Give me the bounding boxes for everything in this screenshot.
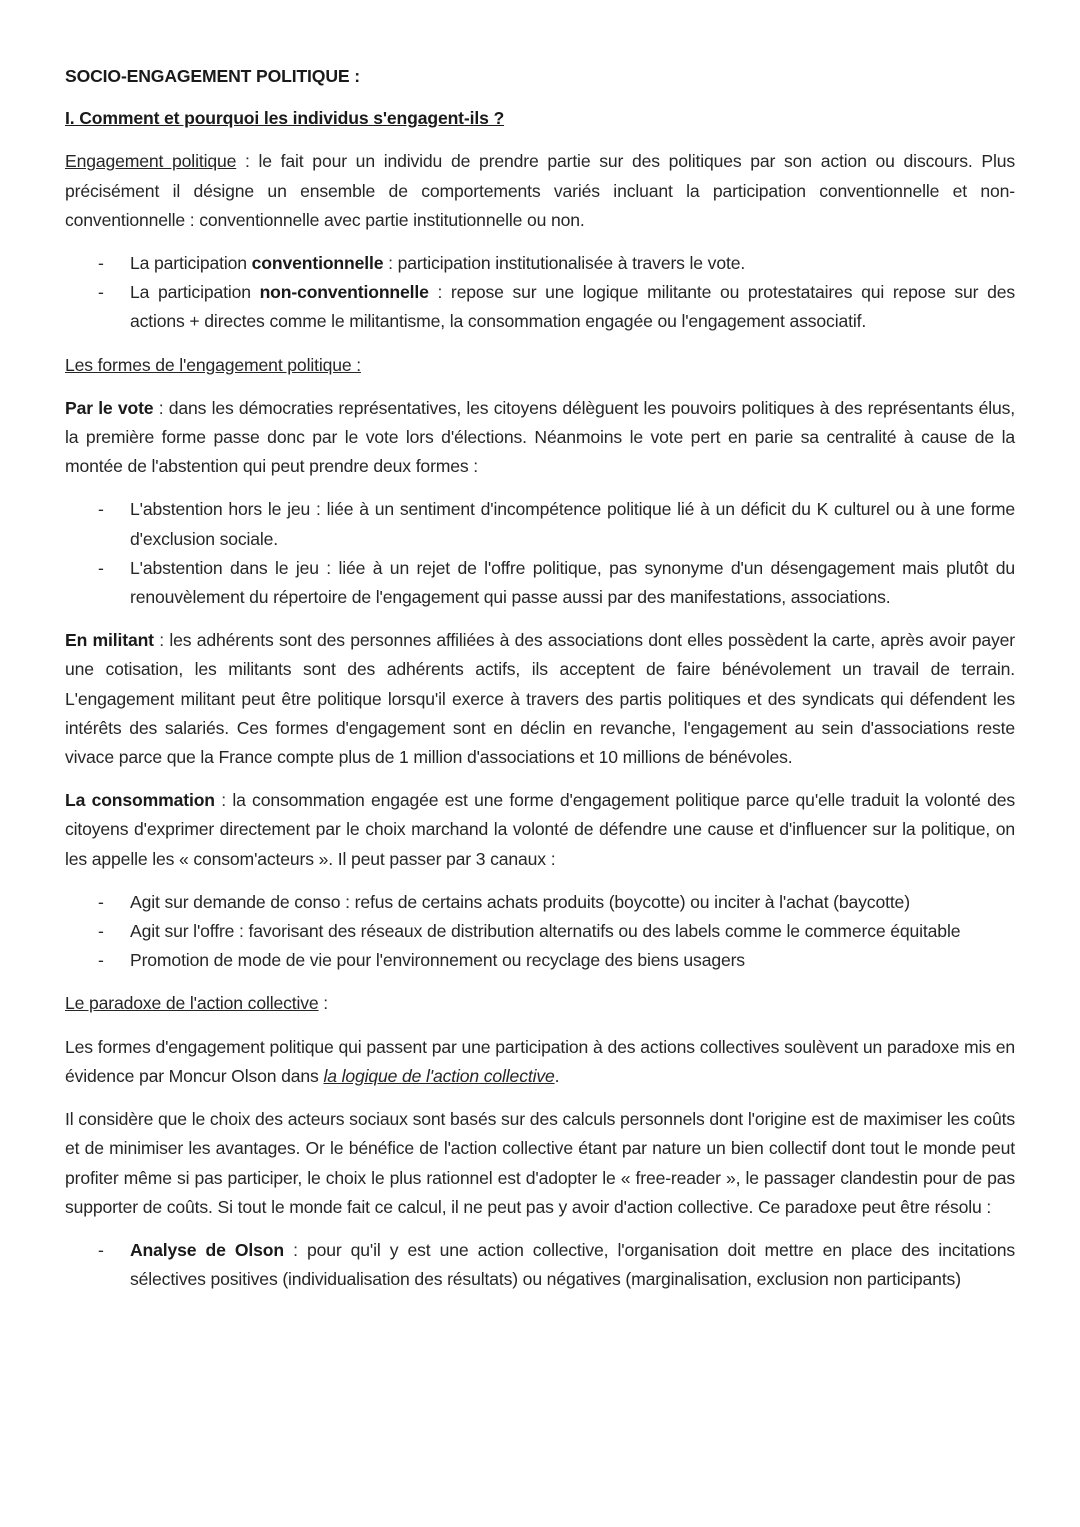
list-item: - L'abstention dans le jeu : liée à un rejet de l'offre politique, pas synonyme d'un désengagement mais plutôt du renouvèlement du répertoire de l'engagement qui passe aussi par des manifestations, associations. — [65, 554, 1015, 612]
list-item: - Analyse de Olson : pour qu'il y est une action collective, l'organisation doit mettre en place des incitations sélectives positives (individualisation des résultats) ou négatives (marginalisation, exclusion non participants) — [65, 1236, 1015, 1294]
formes-heading: Les formes de l'engagement politique : — [65, 354, 361, 375]
book-title: la logique de l'action collective — [323, 1065, 555, 1086]
militant-paragraph: En militant : les adhérents sont des personnes affiliées à des associations dont elles possèdent la carte, après avoir payer une cotisation, les militants sont des adhérents actifs, ils acceptent de faire bénévolement un travail de terrain. L'engagement militant peut être politique lorsqu'il exerce à travers des partis politiques et des syndicats qui défendent les intérêts des salariés. Ces formes d'engagement sont en déclin en revanche, l'engagement au sein d'associations reste vivace parce que la France compte plus de 1 million d'associations et 10 millions de bénévoles. — [65, 630, 1015, 768]
document-title: SOCIO-ENGAGEMENT POLITIQUE : — [65, 66, 360, 86]
definition-term: Engagement politique — [65, 151, 237, 172]
abstention-list — [65, 495, 1015, 612]
resolution-list — [65, 1236, 1015, 1294]
document-page — [65, 62, 1015, 1308]
paradoxe-paragraph-2: Il considère que le choix des acteurs sociaux sont basés sur des calculs personnels dont l'origine est de maximiser les coûts et de minimiser les avantages. Or le bénéfice de l'action collective étant par nature un bien collectif dont tout le monde peut profiter même si pas participer, le choix le plus rationnel est d'adopter le « free-reader », le passager clandestin pour de pas supporter de coûts. Si tout le monde fait ce calcul, il ne peut pas y avoir d'action collective. Ce paradoxe peut être résolu : — [65, 1109, 1015, 1217]
paradoxe-heading: Le paradoxe de l'action collective : — [65, 993, 329, 1014]
list-item: - La participation conventionnelle : participation institutionalisée à travers le vote. — [65, 249, 1015, 278]
consommation-paragraph: La consommation : la consommation engagée est une forme d'engagement politique parce qu'elle traduit la volonté des citoyens d'exprimer directement par le choix marchand la volonté de défendre une cause et d'influencer sur la politique, on les appelle les « consom'acteurs ». Il peut passer par 3 canaux : — [65, 790, 1015, 869]
list-item: - Agit sur l'offre : favorisant des réseaux de distribution alternatifs ou des labels comme le commerce équitable — [65, 917, 1015, 946]
canaux-list — [65, 888, 1015, 976]
list-item: - La participation non-conventionnelle : repose sur une logique militante ou protestataires qui repose sur des actions + directes comme le militantisme, la consommation engagée ou l'engagement associatif. — [65, 278, 1015, 336]
list-item: - L'abstention hors le jeu : liée à un sentiment d'incompétence politique lié à un déficit du K culturel ou à une forme d'exclusion sociale. — [65, 495, 1015, 553]
list-item: - Agit sur demande de conso : refus de certains achats produits (boycotte) ou inciter à l'achat (baycotte) — [65, 888, 1015, 917]
list-item: - Promotion de mode de vie pour l'environnement ou recyclage des biens usagers — [65, 946, 1015, 975]
participation-list — [65, 249, 1015, 337]
paradoxe-paragraph-1: Les formes d'engagement politique qui passent par une participation à des actions collectives soulèvent un paradoxe mis en évidence par Moncur Olson dans la logique de l'action collective. — [65, 1036, 1015, 1086]
vote-paragraph: Par le vote : dans les démocraties représentatives, les citoyens délèguent les pouvoirs politiques à des représentants élus, la première forme passe donc par le vote lors d'élections. Néanmoins le vote pert en parie sa centralité à cause de la montée de l'abstention qui peut prendre deux formes : — [65, 397, 1016, 477]
definition-paragraph — [65, 147, 1015, 235]
section-heading-1: I. Comment et pourquoi les individus s'engagent-ils ? — [65, 108, 505, 129]
definition-text: : le fait pour un individu de prendre partie sur des politiques par son action ou discours. Plus précisément il désigne un ensemble de comportements variés incluant la participation conventionnelle et non-conventionnelle : conventionnelle avec partie institutionnelle ou non. — [65, 151, 1015, 230]
